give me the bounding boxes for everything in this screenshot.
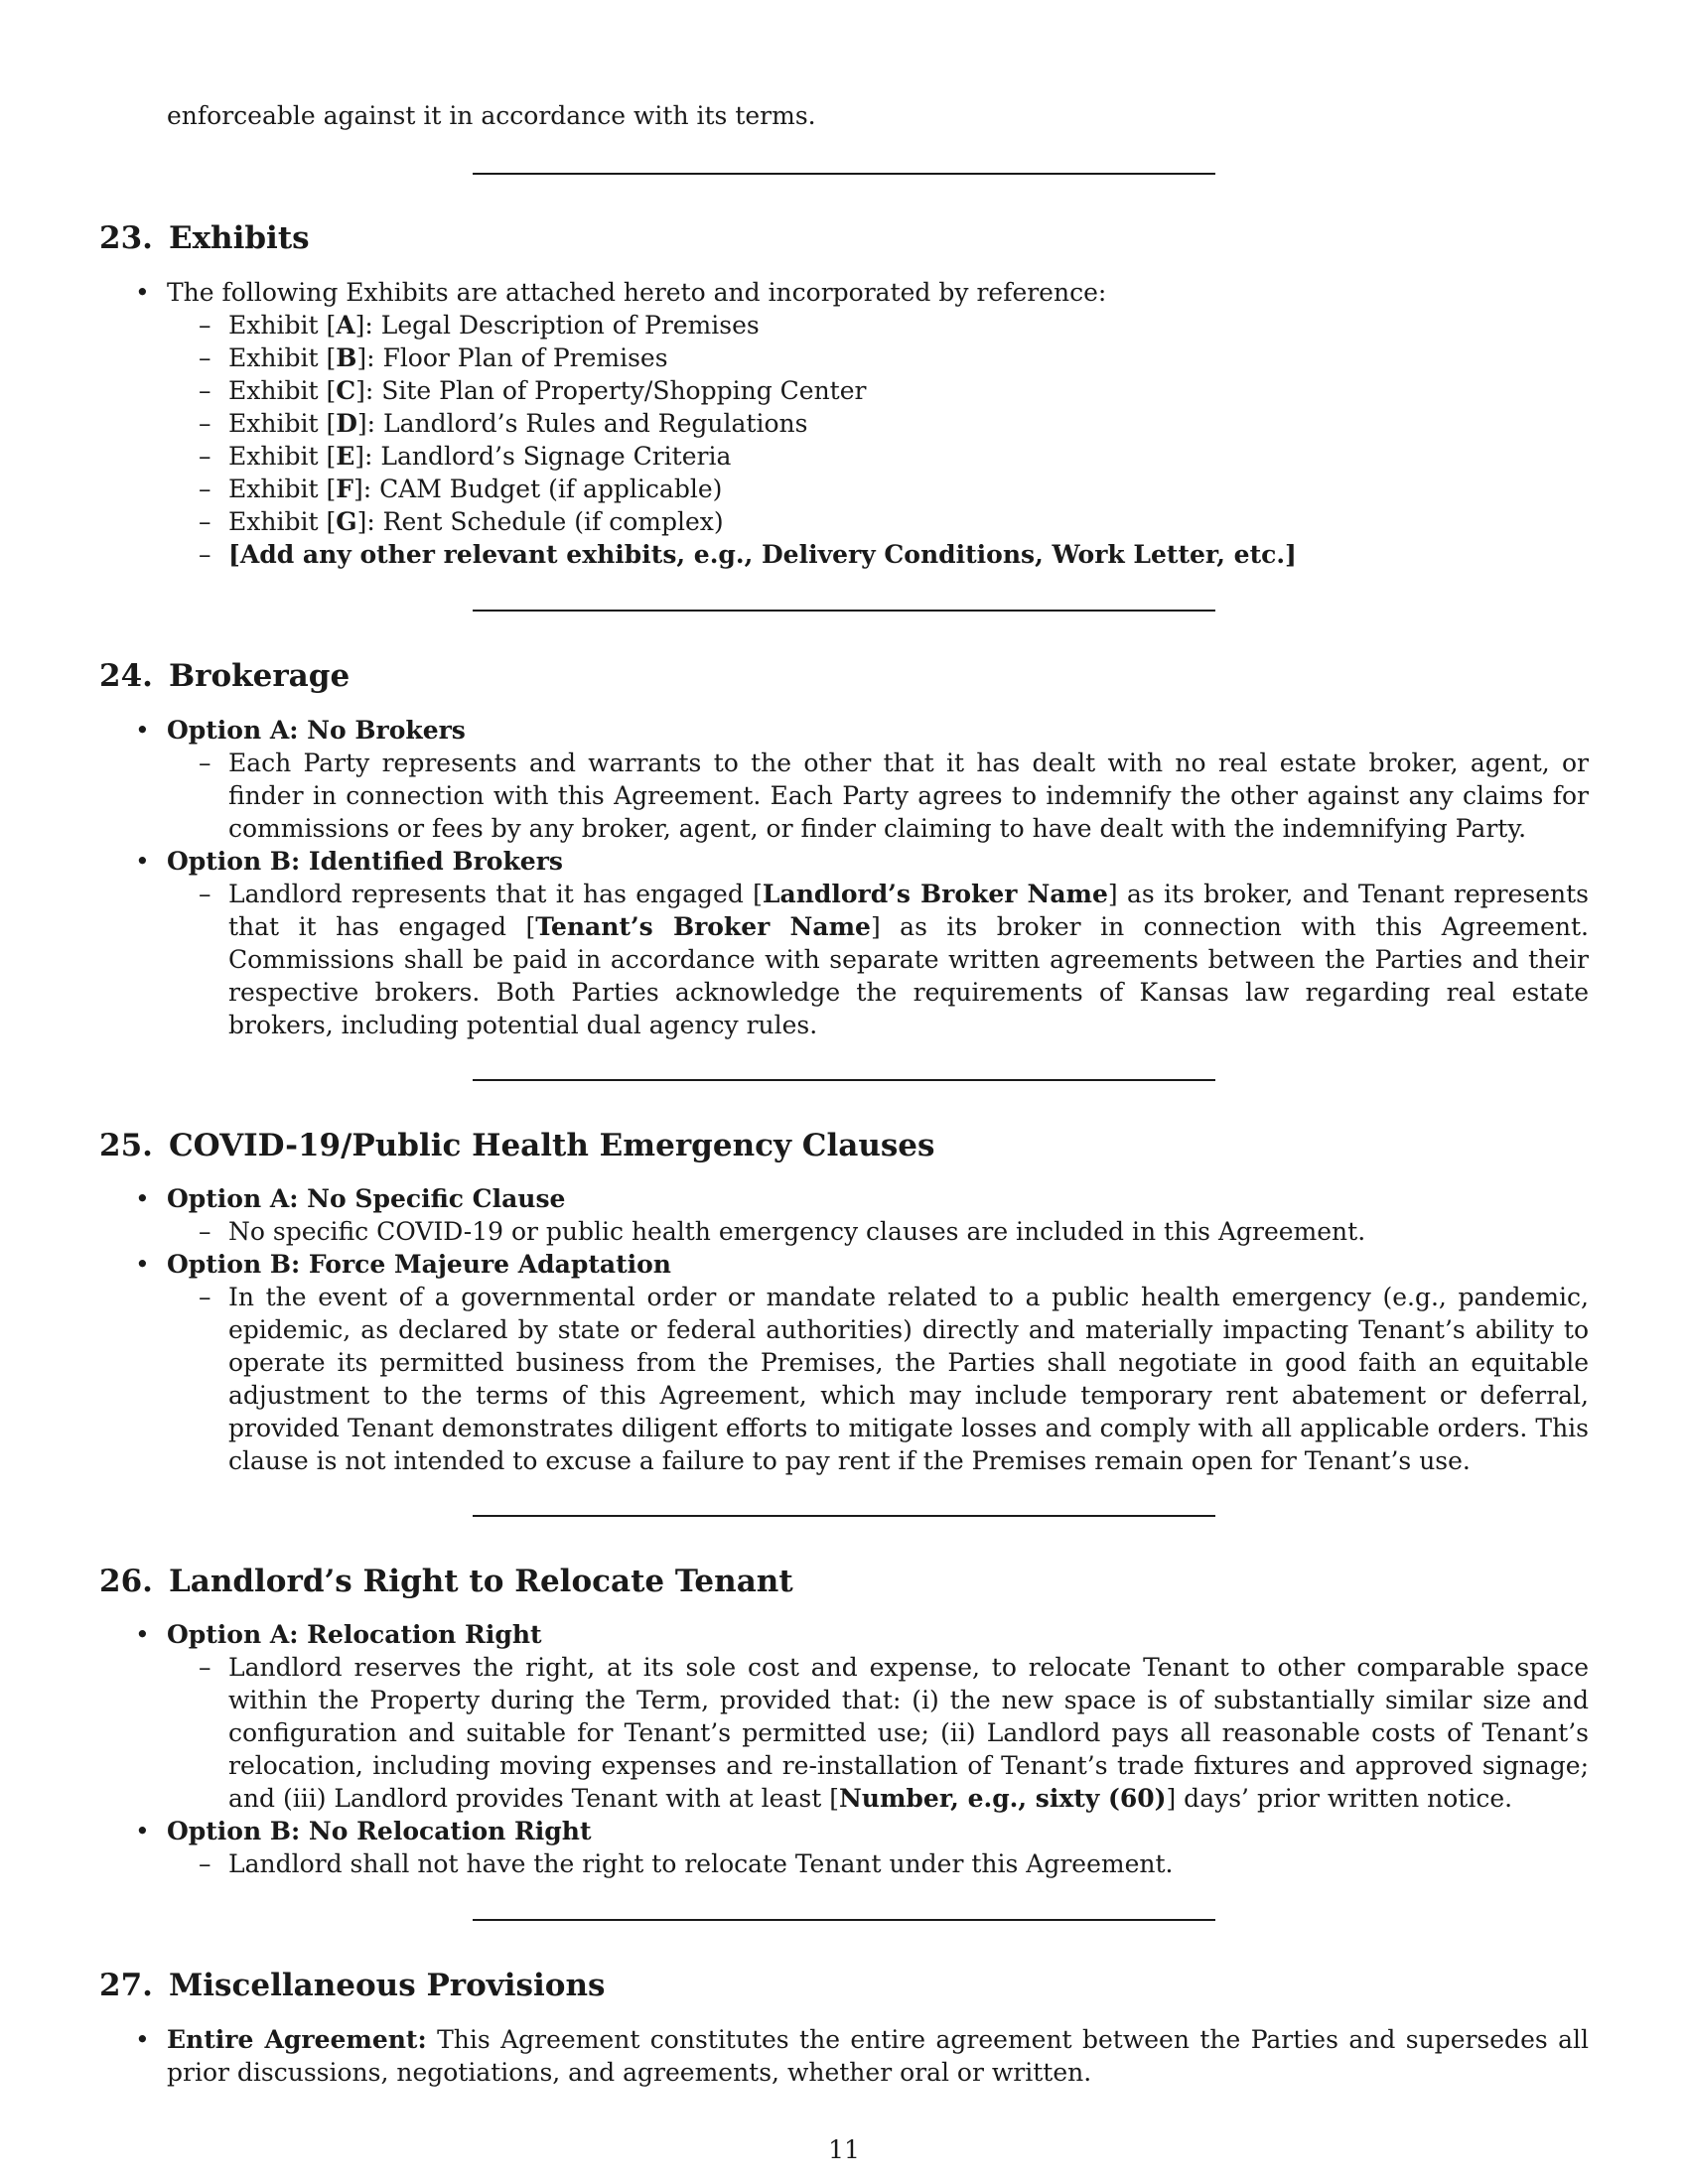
section-title: Landlord’s Right to Relocate Tenant	[168, 1564, 793, 1599]
section-number: 25.	[99, 1128, 153, 1163]
exhibit-item-e: – Exhibit [E]: Landlord’s Signage Criteria	[167, 440, 1589, 473]
section-divider	[473, 1515, 1215, 1517]
option-title: Option A: Relocation Right	[167, 1620, 542, 1649]
provision-text: This Agreement constitutes the entire agreement between the Parties and supersedes all prior discussions, negotiations, and agreements, whether oral or written.	[167, 2025, 1589, 2087]
option-title: Option A: No Brokers	[167, 716, 466, 745]
list-item	[99, 276, 1589, 571]
option-b	[99, 845, 1589, 1041]
misc-provisions	[99, 2023, 1589, 2089]
section-title: Exhibits	[168, 220, 310, 256]
section-number: 27.	[99, 1968, 153, 2003]
exhibit-item-c: – Exhibit [C]: Site Plan of Property/Shopping Center	[167, 374, 1589, 407]
section-24-heading	[99, 656, 350, 696]
section-title: Brokerage	[168, 658, 351, 694]
section-23-heading	[99, 218, 310, 258]
section-divider	[473, 1919, 1215, 1921]
section-number: 26.	[99, 1564, 153, 1599]
placeholder-field: Tenant’s Broker Name	[535, 912, 871, 941]
exhibit-item-b: – Exhibit [B]: Floor Plan of Premises	[167, 341, 1589, 374]
section-27-heading	[99, 1966, 605, 2005]
option-title: Option B: No Relocation Right	[167, 1817, 592, 1845]
exhibit-item-g: – Exhibit [G]: Rent Schedule (if complex)	[167, 505, 1589, 538]
covid-options	[99, 1182, 1589, 1477]
section-number: 23.	[99, 220, 153, 256]
option-title: Option B: Identified Brokers	[167, 847, 563, 876]
option-a	[99, 1182, 1589, 1248]
exhibit-letter: E	[336, 442, 355, 471]
section-divider	[473, 610, 1215, 612]
section-25-heading	[99, 1126, 935, 1165]
exhibits-lead-text: The following Exhibits are attached hereto and incorporated by reference:	[167, 278, 1107, 307]
exhibit-letter: C	[336, 376, 356, 405]
provision-title: Entire Agreement:	[167, 2025, 427, 2054]
section-26-heading	[99, 1562, 793, 1601]
option-title: Option B: Force Majeure Adaptation	[167, 1250, 671, 1279]
exhibit-item-a: – Exhibit [A]: Legal Description of Premises	[167, 309, 1589, 341]
option-title: Option A: No Specific Clause	[167, 1184, 566, 1213]
page-number: 11	[828, 2135, 860, 2164]
exhibit-letter: B	[336, 343, 357, 372]
option-b	[99, 1248, 1589, 1477]
section-title: Miscellaneous Provisions	[168, 1968, 606, 2003]
option-text: – Each Party represents and warrants to the other that it has dealt with no real estate broker, agent, or finder in connection with this Agreement. Each Party agrees to indemnify the other against any claims for commissions or fees by any broker, agent, or finder claiming to have dealt with the indemnifying Party.	[167, 747, 1589, 845]
relocation-options	[99, 1618, 1589, 1880]
exhibit-sublist	[167, 309, 1589, 571]
option-text: – Landlord reserves the right, at its sole cost and expense, to relocate Tenant to other comparable space within the Property during the Term, provided that: (i) the new space is of substantially similar size and configuration and suitable for Tenant’s permitted use; (ii) Landlord pays all reasonable costs of Tenant’s relocation, including moving expenses and re-installation of Tenant’s trade fixtures and approved signage; and (iii) Landlord provides Tenant with at least [Number, e.g., sixty (60)] days’ prior written notice.	[167, 1651, 1589, 1815]
placeholder-field: Landlord’s Broker Name	[762, 880, 1108, 908]
exhibit-item-d: – Exhibit [D]: Landlord’s Rules and Regulations	[167, 407, 1589, 440]
section-divider	[473, 1079, 1215, 1081]
exhibit-letter: F	[336, 475, 353, 503]
exhibit-letter: G	[336, 507, 357, 536]
option-b	[99, 1815, 1589, 1880]
placeholder-field: Number, e.g., sixty (60)	[838, 1784, 1167, 1813]
provision-entire-agreement	[99, 2023, 1589, 2089]
option-a	[99, 1618, 1589, 1815]
exhibit-letter: D	[336, 409, 357, 438]
exhibit-letter: A	[336, 311, 355, 340]
option-a	[99, 714, 1589, 845]
exhibits-list	[99, 276, 1589, 571]
brokerage-options	[99, 714, 1589, 1041]
exhibit-item-other: – [Add any other relevant exhibits, e.g., Delivery Conditions, Work Letter, etc.]	[167, 538, 1589, 571]
option-text: – In the event of a governmental order or mandate related to a public health emergency (e.g., pandemic, epidemic, as declared by state or federal authorities) directly and materially impacting Tenant’s ability to operate its permitted business from the Premises, the Parties shall negotiate in good faith an equitable adjustment to the terms of this Agreement, which may include temporary rent abatement or deferral, provided Tenant demonstrates diligent efforts to mitigate losses and comply with all applicable orders. This clause is not intended to excuse a failure to pay rent if the Premises remain open for Tenant’s use.	[167, 1281, 1589, 1477]
section-title: COVID-19/Public Health Emergency Clauses	[168, 1128, 935, 1163]
option-text: – Landlord shall not have the right to relocate Tenant under this Agreement.	[167, 1847, 1589, 1880]
exhibit-item-f: – Exhibit [F]: CAM Budget (if applicable)	[167, 473, 1589, 505]
option-text: – No specific COVID-19 or public health emergency clauses are included in this Agreement.	[167, 1215, 1589, 1248]
section-divider	[473, 173, 1215, 175]
option-text: – Landlord represents that it has engaged [Landlord’s Broker Name] as its broker, and Tenant represents that it has engaged [Tenant’s Broker Name] as its broker in connection with this Agreement. Commissions shall be paid in accordance with separate written agreements between the Parties and their respective brokers. Both Parties acknowledge the requirements of Kansas law regarding real estate brokers, including potential dual agency rules.	[167, 878, 1589, 1041]
section-number: 24.	[99, 658, 153, 694]
continued-paragraph: enforceable against it in accordance with its terms.	[167, 101, 816, 130]
